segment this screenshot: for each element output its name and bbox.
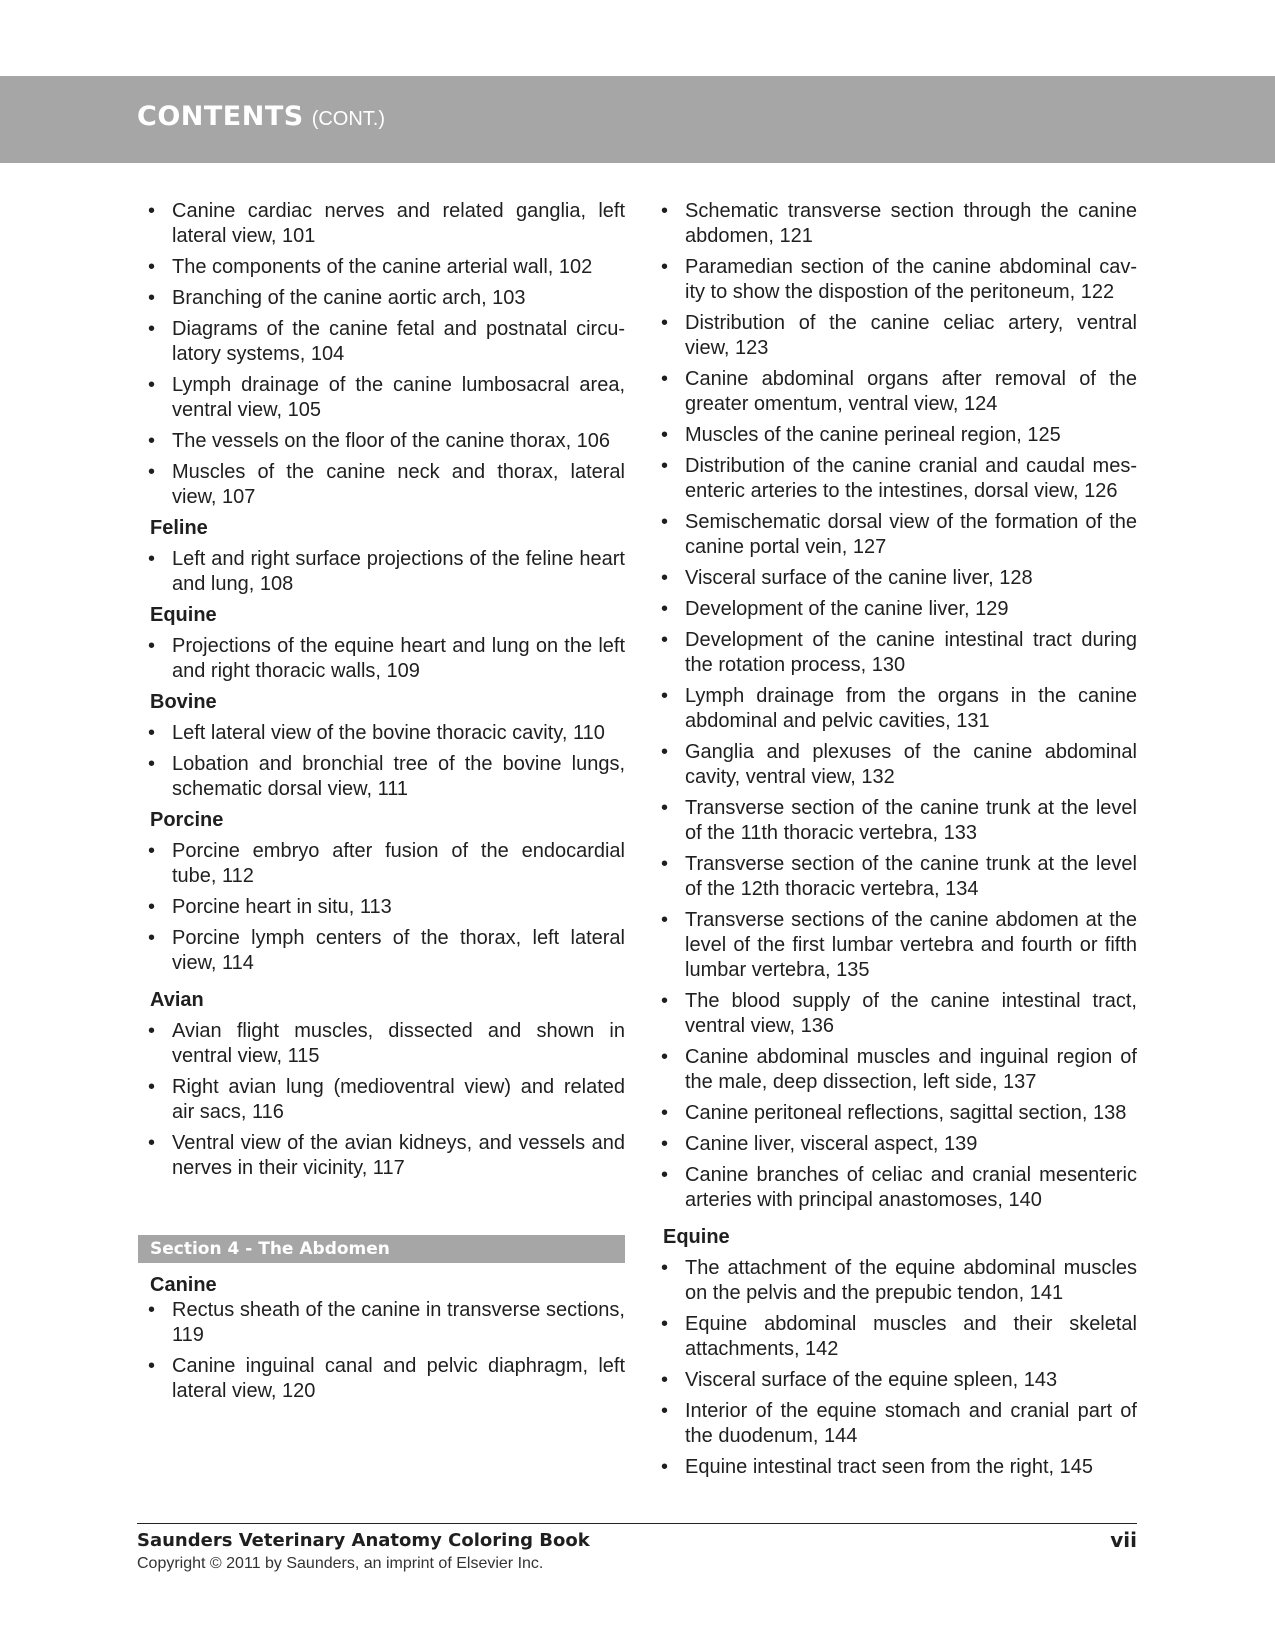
canine-list [138, 199, 625, 510]
contents-entry: • Lymph drainage of the canine lumbosacral area, ventral view, 105 [138, 373, 625, 423]
footer-divider [137, 1523, 1137, 1524]
contents-entry: • Projections of the equine heart and lung on the left and right thoracic walls, 109 [138, 634, 625, 684]
contents-entry: • Muscles of the canine neck and thorax, lateral view, 107 [138, 460, 625, 510]
contents-entry: • Porcine embryo after fusion of the endocardial tube, 112 [138, 839, 625, 889]
contents-entry: • Paramedian section of the canine abdominal cav-ity to show the dispostion of the peritoneum, 122 [651, 255, 1137, 305]
contents-entry: • Porcine heart in situ, 113 [138, 895, 625, 920]
contents-continued-label: (CONT.) [311, 108, 386, 130]
contents-entry: • Interior of the equine stomach and cranial part of the duodenum, 144 [651, 1399, 1137, 1449]
page-number: vii [1110, 1528, 1137, 1552]
contents-entry: • Visceral surface of the canine liver, 128 [651, 566, 1137, 591]
contents-entry: • Visceral surface of the equine spleen, 143 [651, 1368, 1137, 1393]
contents-entry: • Canine abdominal organs after removal of the greater omentum, ventral view, 124 [651, 367, 1137, 417]
abdomen-equine-list [651, 1256, 1137, 1480]
contents-entry: • The attachment of the equine abdominal muscles on the pelvis and the prepubic tendon, 141 [651, 1256, 1137, 1306]
contents-entry: • Canine branches of celiac and cranial mesenteric arteries with principal anastomoses, 140 [651, 1163, 1137, 1213]
footer-copyright: Copyright © 2011 by Saunders, an imprint of Elsevier Inc. [137, 1555, 544, 1572]
bovine-heading: Bovine [150, 691, 217, 713]
contents-entry: • Diagrams of the canine fetal and postnatal circu-latory systems, 104 [138, 317, 625, 367]
porcine-list [138, 839, 625, 976]
contents-entry: • Equine intestinal tract seen from the right, 145 [651, 1455, 1137, 1480]
contents-entry: • Rectus sheath of the canine in transverse sections, 119 [138, 1298, 625, 1348]
contents-entry: • Development of the canine liver, 129 [651, 597, 1137, 622]
contents-entry: • Canine inguinal canal and pelvic diaphragm, left lateral view, 120 [138, 1354, 625, 1404]
footer-book-title: Saunders Veterinary Anatomy Coloring Book [137, 1530, 590, 1551]
contents-entry: • Lobation and bronchial tree of the bovine lungs, schematic dorsal view, 111 [138, 752, 625, 802]
section-4-bar: Section 4 - The Abdomen [138, 1235, 625, 1263]
contents-entry: • Ganglia and plexuses of the canine abdominal cavity, ventral view, 132 [651, 740, 1137, 790]
bovine-list [138, 721, 625, 802]
avian-list [138, 1019, 625, 1181]
contents-entry: • Canine abdominal muscles and inguinal region of the male, deep dissection, left side, 137 [651, 1045, 1137, 1095]
abdomen-canine-list-cont [651, 199, 1137, 1213]
left-column [138, 199, 625, 1410]
avian-heading: Avian [150, 989, 204, 1011]
contents-entry: • Transverse section of the canine trunk at the level of the 11th thoracic vertebra, 133 [651, 796, 1137, 846]
contents-entry: • The components of the canine arterial wall, 102 [138, 255, 625, 280]
feline-heading: Feline [150, 517, 208, 539]
contents-entry: • Equine abdominal muscles and their skeletal attachments, 142 [651, 1312, 1137, 1362]
contents-entry: • Lymph drainage from the organs in the canine abdominal and pelvic cavities, 131 [651, 684, 1137, 734]
abdomen-canine-list [138, 1298, 625, 1404]
equine-list [138, 634, 625, 684]
contents-entry: • The vessels on the floor of the canine thorax, 106 [138, 429, 625, 454]
contents-entry: • Distribution of the canine cranial and caudal mes-enteric arteries to the intestines, dorsal view, 126 [651, 454, 1137, 504]
contents-entry: • Canine peritoneal reflections, sagittal section, 138 [651, 1101, 1137, 1126]
contents-entry: • Transverse section of the canine trunk at the level of the 12th thoracic vertebra, 134 [651, 852, 1137, 902]
contents-entry: • Avian flight muscles, dissected and shown in ventral view, 115 [138, 1019, 625, 1069]
contents-entry: • Semischematic dorsal view of the formation of the canine portal vein, 127 [651, 510, 1137, 560]
contents-entry: • Transverse sections of the canine abdomen at the level of the first lumbar vertebra and fourth or fifth lumbar vertebra, 135 [651, 908, 1137, 983]
contents-entry: • Left lateral view of the bovine thoracic cavity, 110 [138, 721, 625, 746]
contents-entry: • Distribution of the canine celiac artery, ventral view, 123 [651, 311, 1137, 361]
contents-entry: • Schematic transverse section through the canine abdomen, 121 [651, 199, 1137, 249]
contents-entry: • Muscles of the canine perineal region, 125 [651, 423, 1137, 448]
contents-entry: • Porcine lymph centers of the thorax, left lateral view, 114 [138, 926, 625, 976]
contents-heading: CONTENTS [137, 101, 304, 132]
abdomen-canine-heading: Canine [150, 1274, 217, 1296]
contents-entry: • The blood supply of the canine intestinal tract, ventral view, 136 [651, 989, 1137, 1039]
page-title [137, 101, 385, 132]
contents-entry: • Branching of the canine aortic arch, 103 [138, 286, 625, 311]
right-column [651, 199, 1137, 1486]
contents-entry: • Left and right surface projections of the feline heart and lung, 108 [138, 547, 625, 597]
contents-entry: • Right avian lung (medioventral view) and related air sacs, 116 [138, 1075, 625, 1125]
contents-entry: • Development of the canine intestinal tract during the rotation process, 130 [651, 628, 1137, 678]
contents-entry: • Canine liver, visceral aspect, 139 [651, 1132, 1137, 1157]
contents-entry: • Canine cardiac nerves and related ganglia, left lateral view, 101 [138, 199, 625, 249]
equine-heading: Equine [150, 604, 217, 626]
abdomen-equine-heading: Equine [663, 1226, 730, 1248]
porcine-heading: Porcine [150, 809, 224, 831]
feline-list [138, 547, 625, 597]
contents-entry: • Ventral view of the avian kidneys, and vessels and nerves in their vicinity, 117 [138, 1131, 625, 1181]
